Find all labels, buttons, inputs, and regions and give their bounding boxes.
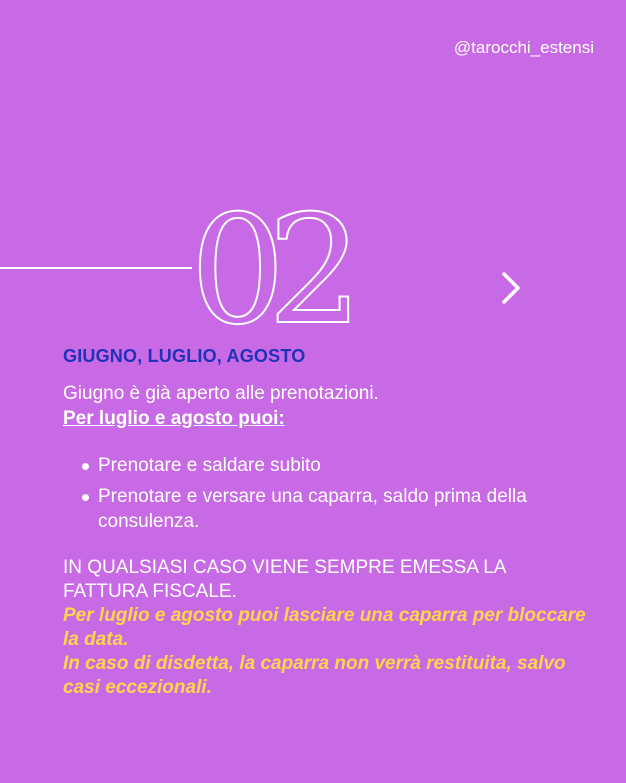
deposit-notice: Per luglio e agosto puoi lasciare una caparra per bloccare la data. [63, 605, 586, 650]
invoice-notice: IN QUALSIASI CASO VIENE SEMPRE EMESSA LA FATTURA FISCALE. [63, 557, 506, 602]
intro-line: Giugno è già aperto alle prenotazioni. [63, 383, 379, 404]
chevron-right-icon[interactable] [496, 270, 532, 306]
intro-block [63, 381, 583, 431]
bullet-dot-icon [82, 463, 89, 470]
options-list [80, 453, 560, 540]
step-number: 02 [190, 184, 345, 358]
notice-block [63, 556, 593, 700]
option-text: Prenotare e versare una caparra, saldo prima della consulenza. [98, 486, 527, 532]
list-item [80, 484, 560, 534]
list-item [80, 453, 560, 478]
bullet-dot-icon [82, 494, 89, 501]
option-text: Prenotare e saldare subito [98, 455, 321, 476]
decorative-line [0, 267, 192, 269]
cancellation-notice: In caso di disdetta, la caparra non verrà restituita, salvo casi eccezionali. [63, 653, 566, 698]
options-subtitle: Per luglio e agosto puoi: [63, 408, 285, 429]
section-heading: GIUGNO, LUGLIO, AGOSTO [63, 346, 306, 366]
instagram-handle: @tarocchi_estensi [453, 38, 594, 57]
